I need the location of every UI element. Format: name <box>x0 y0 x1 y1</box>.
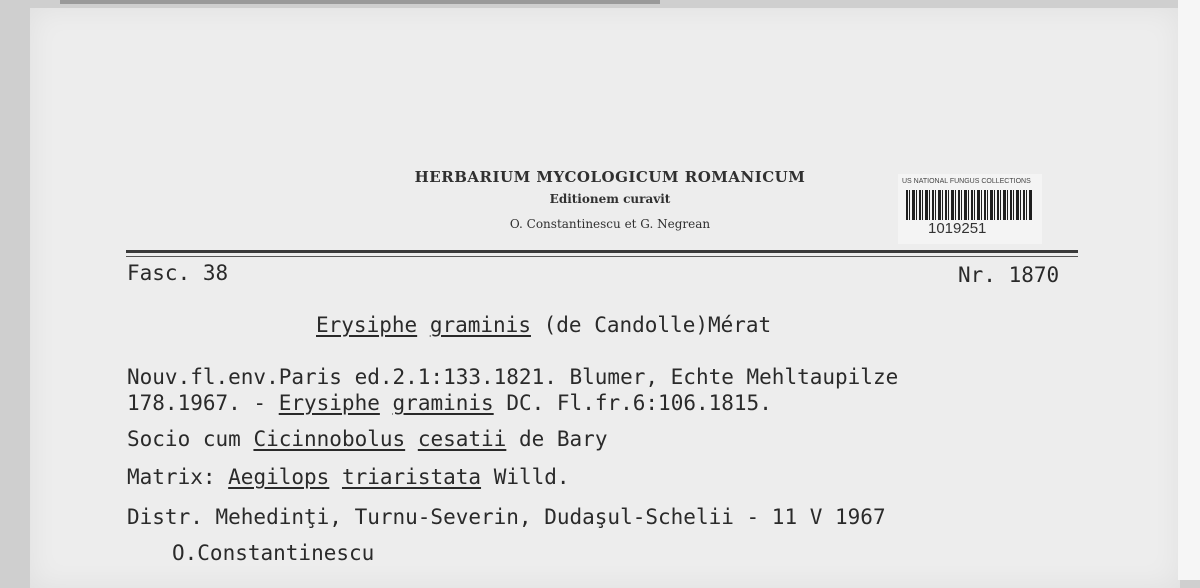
matrix-epithet: triaristata <box>341 465 482 489</box>
reference-epithet: graminis <box>392 391 494 415</box>
specimen-barcode <box>898 174 1042 244</box>
herbarium-title: HERBARIUM MYCOLOGICUM ROMANICUM <box>414 168 806 186</box>
barcode-icon <box>906 190 1032 220</box>
socio-line <box>127 426 607 452</box>
reference-suffix: DC. Fl.fr.6:106.1815. <box>493 391 772 415</box>
divider-thick <box>126 250 1078 253</box>
paper-margin <box>1178 0 1200 580</box>
fascicle-number: Fasc. 38 <box>127 261 229 285</box>
barcode-number: 1019251 <box>928 220 987 237</box>
herbarium-editors: O. Constantinescu et G. Negrean <box>509 217 711 231</box>
label-header <box>350 166 870 236</box>
species-name <box>316 312 771 338</box>
matrix-prefix: Matrix: <box>127 465 229 489</box>
socio-epithet: cesatii <box>417 427 507 451</box>
species-genus: Erysiphe <box>316 313 418 337</box>
herbarium-subtitle: Editionem curavit <box>549 192 671 206</box>
herbarium-label-sheet <box>30 8 1180 588</box>
collector-name: O.Constantinescu <box>172 541 375 565</box>
species-author: (de Candolle)Mérat <box>543 313 772 337</box>
socio-suffix: de Bary <box>506 427 608 451</box>
divider-thin <box>126 256 1078 257</box>
matrix-line <box>127 464 570 490</box>
socio-prefix: Socio cum <box>127 427 254 451</box>
barcode-org: US NATIONAL FUNGUS COLLECTIONS <box>902 178 1031 185</box>
background-edge <box>60 0 660 4</box>
matrix-genus: Aegilops <box>228 465 330 489</box>
exsiccata-number: Nr. 1870 <box>958 263 1060 287</box>
reference-prefix: 178.1967. - <box>127 391 279 415</box>
socio-genus: Cicinnobolus <box>253 427 406 451</box>
reference-line-2 <box>127 390 772 416</box>
matrix-suffix: Willd. <box>481 465 570 489</box>
distribution-line: Distr. Mehedinţi, Turnu-Severin, Dudaşul-Schelii - 11 V 1967 <box>127 505 886 529</box>
reference-line-1: Nouv.fl.env.Paris ed.2.1:133.1821. Blumer, Echte Mehltaupilze <box>127 365 899 389</box>
species-epithet: graminis <box>429 313 531 337</box>
reference-genus: Erysiphe <box>278 391 380 415</box>
